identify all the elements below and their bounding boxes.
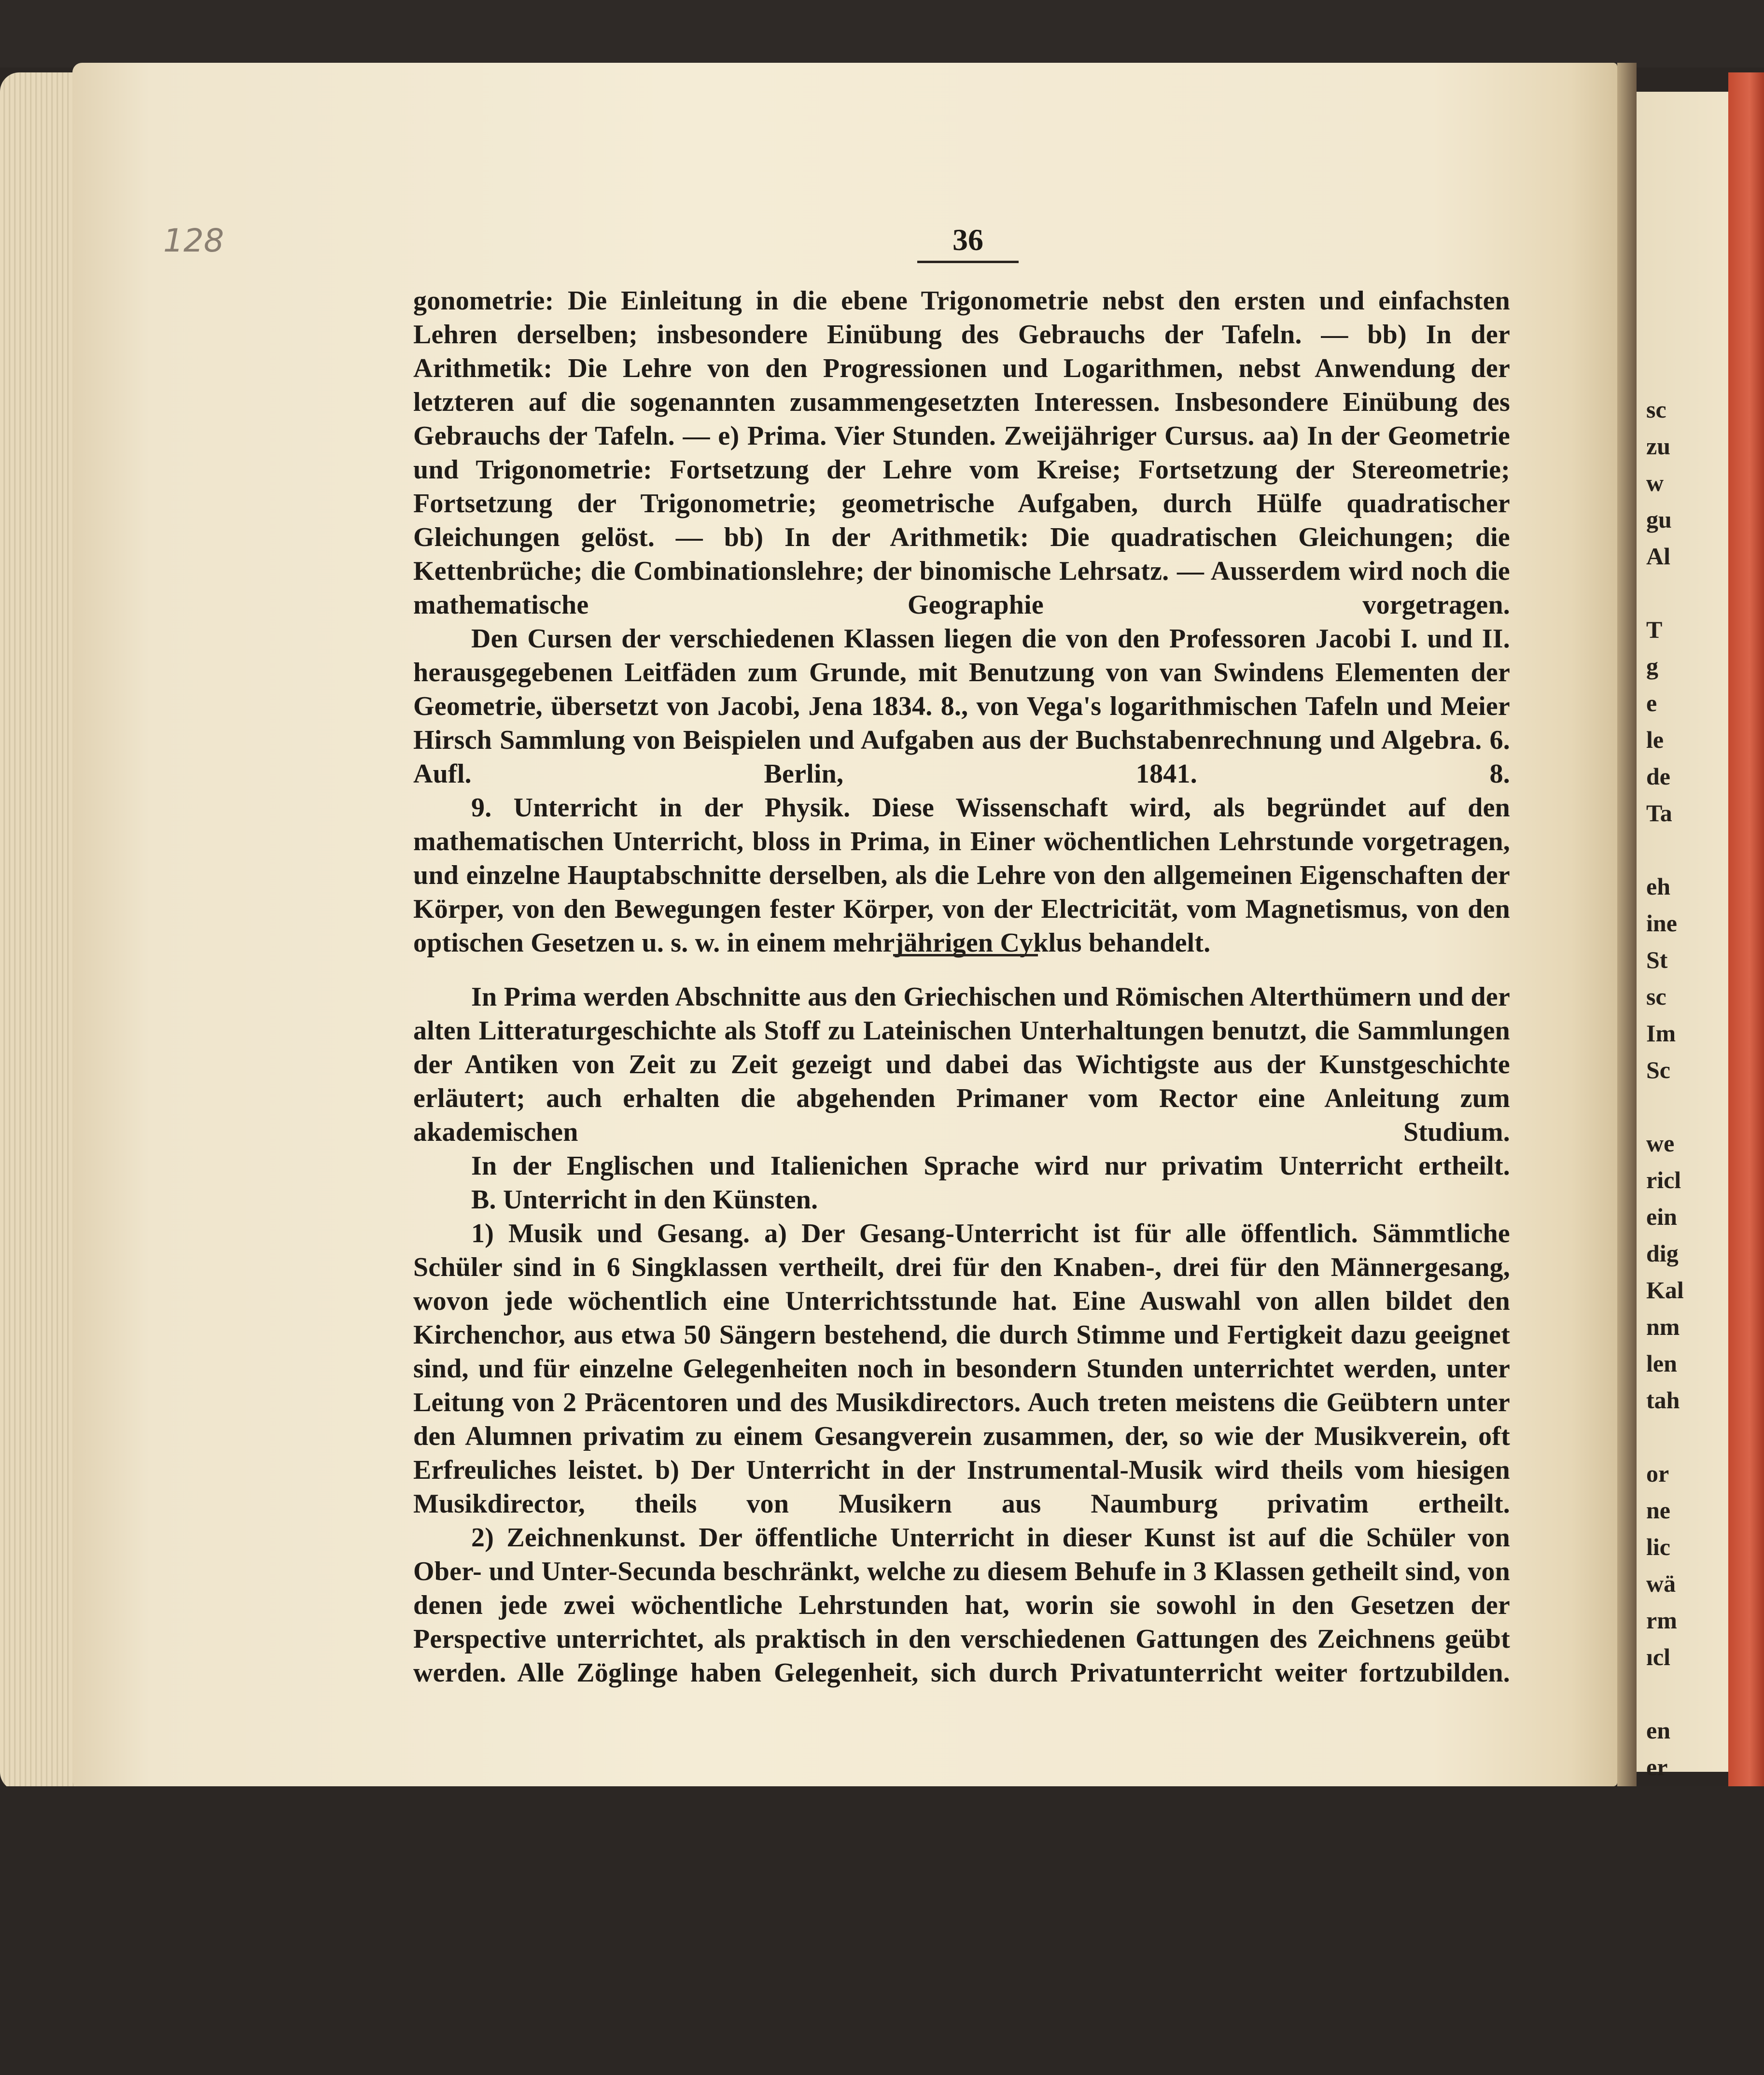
adjacent-fragment: Sc: [1646, 1056, 1670, 1083]
lower-text-block: [413, 980, 1510, 1690]
adjacent-fragment: zu: [1646, 433, 1670, 460]
adjacent-fragment: tah: [1646, 1387, 1680, 1414]
adjacent-fragment: ein: [1646, 1203, 1677, 1230]
adjacent-fragment: [1646, 1675, 1738, 1712]
paragraph-mathematics-cont: gonometrie: Die Einleitung in die ebene Trigonometrie nebst den ersten und einfachsten Lehren derselben; insbesondere Einübung des Gebrauchs der Tafeln. — bb) In der Arithmetik: Die Lehre von den Progressionen und Logarithmen, nebst Anwendung der letzteren auf die sogenannten zusammengesetzten Interessen. Insbesondere Einübung des Gebrauchs der Tafeln. — e) Prima. Vier Stunden. Zweijähriger Cursus. aa) In der Geometrie und Trigonometrie: Fortsetzung der Lehre vom Kreise; Fortsetzung der Stereometrie; Fortsetzung der Trigonometrie; geometrische Aufgaben, durch Hülfe quadratischer Gleichungen gelöst. — bb) In der Arithmetik: Die quadratischen Gleichungen; die Kettenbrüche; die Combinationslehre; der binomische Lehrsatz. — Ausserdem wird noch die mathematische Geographie vorgetragen.: [413, 286, 1510, 620]
adjacent-fragment: rm: [1646, 1607, 1677, 1634]
upper-text-block: [413, 284, 1510, 960]
page-number: 36: [917, 222, 1019, 263]
adjacent-fragment: len: [1646, 1350, 1677, 1377]
adjacent-fragment: Ta: [1646, 799, 1672, 827]
adjacent-fragment: dig: [1646, 1240, 1679, 1267]
adjacent-fragment: le: [1646, 726, 1664, 753]
paragraph-prima: In Prima werden Abschnitte aus den Griechischen und Römischen Alterthümern und der alten Litteraturgeschichte als Stoff zu Lateinischen Unterhaltungen benutzt, die Sammlungen der Antiken von Zeit zu Zeit gezeigt und dabei das Wichtigste aus der Kunstgeschichte erläutert; auch erhalten die abgehenden Primaner vom Rector eine Anleitung zum akademischen Studium.: [413, 982, 1510, 1147]
scanner-background-bottom: [0, 1786, 1764, 2075]
paragraph-textbooks: Den Cursen der verschiedenen Klassen liegen die von den Professoren Jacobi I. und II. herausgegebenen Leitfäden zum Grunde, mit Benutzung von van Swindens Elementen der Geometrie, übersetzt von Jacobi, Jena 1834. 8., von Vega's logarithmischen Tafeln und Meier Hirsch Sammlung von Beispielen und Aufgaben aus der Buchstabenrechnung und Algebra. 6. Aufl. Berlin, 1841. 8.: [413, 624, 1510, 789]
adjacent-fragment: gu: [1646, 506, 1672, 533]
section-heading-arts: B. Unterricht in den Künsten.: [471, 1185, 818, 1215]
adjacent-fragment: ne: [1646, 1497, 1670, 1524]
adjacent-fragment: ıcl: [1646, 1643, 1670, 1670]
adjacent-fragment: eh: [1646, 873, 1670, 900]
adjacent-fragment: Al: [1646, 543, 1670, 570]
adjacent-fragment: Kal: [1646, 1276, 1684, 1304]
adjacent-page: [1637, 92, 1728, 1781]
adjacent-fragment: lic: [1646, 1533, 1670, 1560]
adjacent-fragment: wä: [1646, 1570, 1676, 1597]
adjacent-fragment: ine: [1646, 910, 1677, 937]
handwritten-note: 128: [163, 222, 224, 259]
adjacent-fragment: [1646, 1418, 1738, 1455]
adjacent-fragment: St: [1646, 946, 1668, 973]
adjacent-fragment: nm: [1646, 1313, 1680, 1340]
adjacent-fragment: we: [1646, 1130, 1675, 1157]
adjacent-fragment: Im: [1646, 1020, 1676, 1047]
adjacent-fragment: de: [1646, 763, 1670, 790]
scanner-background-top: [0, 0, 1764, 68]
adjacent-fragment: [1646, 831, 1738, 868]
adjacent-fragment: en: [1646, 1717, 1670, 1744]
adjacent-fragment: [1646, 1088, 1738, 1125]
adjacent-fragment: sc: [1646, 983, 1666, 1010]
adjacent-fragment: e: [1646, 689, 1657, 716]
adjacent-fragment: T: [1646, 616, 1663, 643]
book-cover-edge: [1728, 72, 1764, 1791]
adjacent-fragment: ricl: [1646, 1166, 1681, 1193]
adjacent-fragment: g: [1646, 653, 1658, 680]
paragraph-physics: 9. Unterricht in der Physik. Diese Wissenschaft wird, als begründet auf den mathematischen Unterricht, bloss in Prima, in Einer wöchentlichen Lehrstunde vorgetragen, und einzelne Hauptabschnitte derselben, als die Lehre von den allgemeinen Eigenschaften der Körper, von den Bewegungen fester Körper, von der Electricität, vom Magnetismus, von den optischen Gesetzen u. s. w. in einem mehrjährigen Cyklus behandelt.: [413, 793, 1510, 958]
adjacent-fragment: er: [1646, 1753, 1668, 1781]
adjacent-page-fragments: [1646, 391, 1738, 1969]
paragraph-music: 1) Musik und Gesang. a) Der Gesang-Unterricht ist für alle öffentlich. Sämmtliche Schüler sind in 6 Singklassen vertheilt, drei für den Knaben-, drei für den Männergesang, wovon jede wöchentlich eine Unterrichtsstunde hat. Eine Auswahl von allen bildet den Kirchenchor, aus etwa 50 Sängern bestehend, die durch Stimme und Fertigkeit dazu geeignet sind, und für einzelne Gelegenheiten noch in besondern Stunden unterrichtet werden, unter Leitung von 2 Präcentoren und des Musikdirectors. Auch treten meistens die Geübtern unter den Alumnen privatim zu einem Gesangverein zusammen, der, so wie der Musikverein, oft Erfreuliches leistet. b) Der Unterricht in der Instrumental-Musik wird theils vom hiesigen Musikdirector, theils von Musikern aus Naumburg privatim ertheilt.: [413, 1219, 1510, 1519]
book-gutter: [1617, 63, 1637, 1786]
adjacent-fragment: or: [1646, 1460, 1669, 1487]
adjacent-fragment: sc: [1646, 396, 1666, 423]
adjacent-fragment: [1646, 575, 1738, 611]
section-divider: [893, 954, 1038, 956]
paragraph-drawing: 2) Zeichnenkunst. Der öffentliche Unterricht in dieser Kunst ist auf die Schüler von Ober- und Unter-Secunda beschränkt, welche zu diesem Behufe in 3 Klassen getheilt sind, von denen jede zwei wöchentliche Lehrstunden hat, worin sie sowohl in den Gesetzen der Perspective unterrichtet, als praktisch in den verschiedenen Gattungen des Zeichnens geübt werden. Alle Zöglinge haben Gelegenheit, sich durch Privatunterricht weiter fortzubilden.: [413, 1523, 1510, 1688]
paragraph-languages: In der Englischen und Italienichen Sprache wird nur privatim Unterricht ertheilt.: [471, 1151, 1510, 1181]
adjacent-fragment: w: [1646, 469, 1664, 496]
